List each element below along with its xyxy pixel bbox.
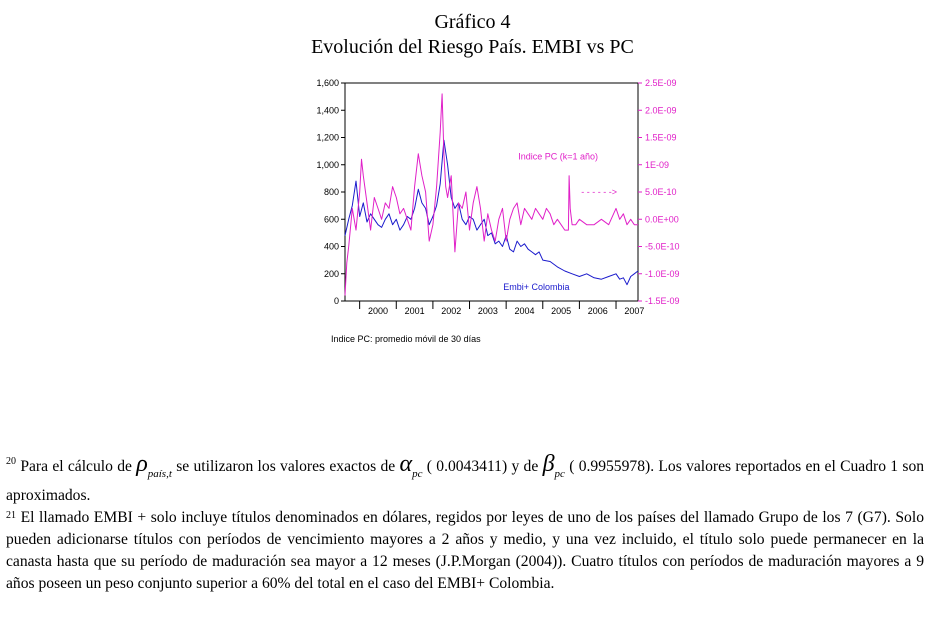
x-tick-label: 2000 bbox=[367, 306, 388, 316]
right-tick-label: 2.5E-09 bbox=[645, 78, 677, 88]
footnote-text: se utilizaron los valores exactos de bbox=[176, 458, 400, 475]
beta-symbol: β bbox=[542, 451, 555, 477]
figure-subtitle: Evolución del Riesgo País. EMBI vs PC bbox=[311, 36, 634, 58]
footnote-21 bbox=[6, 507, 924, 595]
rho-symbol: ρ bbox=[136, 451, 148, 477]
figure-title: Gráfico 4 bbox=[434, 11, 511, 33]
footnote-number: 21 bbox=[6, 510, 16, 521]
right-tick-label: 5.0E-10 bbox=[645, 187, 677, 197]
left-tick-label: 1,000 bbox=[316, 159, 339, 170]
footnote-text: ( 0.9955978). Los valores reportados en el Cuadro 1 son aproximados. bbox=[6, 458, 925, 504]
x-tick-label: 2004 bbox=[514, 306, 535, 316]
right-tick-label: 1E-09 bbox=[645, 159, 670, 170]
footnote-20 bbox=[6, 453, 924, 507]
x-tick-label: 2002 bbox=[441, 306, 462, 316]
right-tick-label: 1.5E-09 bbox=[645, 132, 677, 143]
chart-note: Indice PC: promedio móvil de 30 días bbox=[331, 334, 481, 344]
left-tick-label: 0 bbox=[333, 296, 339, 306]
left-tick-label: 400 bbox=[323, 241, 339, 252]
left-tick-label: 1,400 bbox=[316, 105, 339, 116]
beta-subscript: pc bbox=[554, 468, 565, 480]
left-tick-label: 1,200 bbox=[316, 132, 339, 143]
right-tick-label: 0.0E+00 bbox=[645, 214, 679, 225]
footnote-text: El llamado EMBI + solo incluye títulos denominados en dólares, regidos por leyes de uno de los países del llamado Grupo de los 7 (G7). Solo pueden adicionarse títulos con períodos de vencimiento mayores a 2 años y medio, y una vez incluido, el título solo puede permanecer en la canasta hasta que su período de maduración sea mayor a 12 meses (J.P.Morgan (2004)). Cuatro títulos con períodos de maduración mayores a 9 años poseen un peso conjunto superior a 60% del total en el caso del EMBI+ Colombia. bbox=[6, 509, 924, 592]
x-tick-label: 2007 bbox=[624, 306, 645, 316]
left-tick-label: 200 bbox=[323, 268, 339, 279]
pc-series-label: Indice PC (k=1 año) bbox=[518, 151, 599, 162]
embi-series-line bbox=[345, 140, 638, 285]
x-tick-label: 2003 bbox=[477, 306, 498, 316]
right-tick-label: -1.0E-09 bbox=[645, 268, 680, 279]
right-tick-label: 2.0E-09 bbox=[645, 105, 677, 116]
footnote-text: Para el cálculo de bbox=[20, 458, 137, 475]
right-tick-label: -1.5E-09 bbox=[645, 296, 680, 306]
rho-subscript: país,t bbox=[147, 468, 172, 480]
embi-series-label: Embi+ Colombia bbox=[503, 282, 570, 293]
footnote-number: 20 bbox=[6, 456, 16, 467]
x-tick-label: 2006 bbox=[587, 306, 608, 316]
left-tick-label: 600 bbox=[323, 214, 339, 225]
right-tick-label: -5.0E-10 bbox=[645, 241, 680, 252]
x-tick-label: 2001 bbox=[404, 306, 425, 316]
footnotes bbox=[6, 453, 924, 595]
arrow-annotation: - - - - - -> bbox=[581, 187, 617, 197]
alpha-symbol: α bbox=[399, 451, 413, 477]
left-tick-label: 1,600 bbox=[316, 78, 339, 88]
x-tick-label: 2005 bbox=[551, 306, 572, 316]
alpha-subscript: pc bbox=[412, 468, 423, 480]
risk-chart bbox=[300, 72, 700, 330]
left-tick-label: 800 bbox=[323, 187, 339, 197]
footnote-text: ( 0.0043411) y de bbox=[426, 458, 543, 475]
